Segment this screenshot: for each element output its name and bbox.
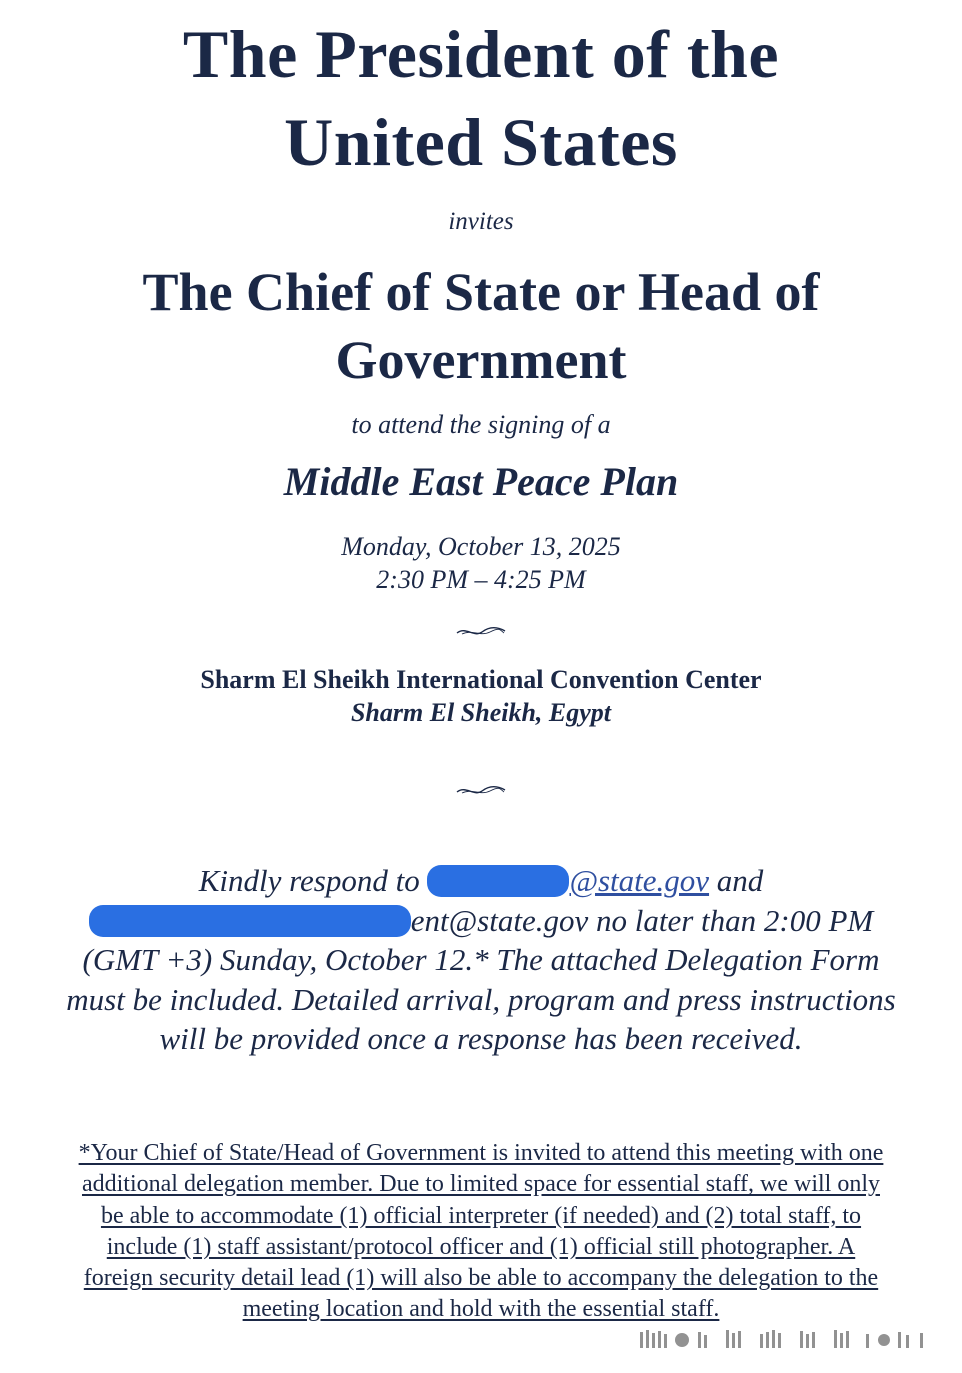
guest-title-line-2: Government — [335, 330, 627, 390]
venue-city: Sharm El Sheikh, Egypt — [350, 698, 612, 727]
rsvp-deadline: no later than 2:00 PM (GMT +3) Sunday, October 12.* The attached Delegation Form must be included. Detailed arrival, program and press instructions will be provided once a response has been received. — [66, 902, 896, 1056]
invites-text: invites — [448, 208, 514, 235]
venue-name: Sharm El Sheikh International Convention Center — [200, 665, 762, 694]
event-time: 2:30 PM – 4:25 PM — [376, 565, 586, 594]
event-datetime — [0, 530, 962, 596]
title-line-1: The President of the — [182, 16, 780, 92]
page-title — [0, 10, 962, 186]
rsvp-prefix: Kindly respond to — [198, 863, 428, 898]
guest-title-line-1: The Chief of State or Head of — [142, 262, 820, 322]
flourish-divider-icon — [454, 624, 508, 640]
watermark-mark — [640, 1328, 940, 1352]
event-date: Monday, October 13, 2025 — [341, 532, 621, 561]
guest-title — [0, 258, 962, 394]
rsvp-email-1-link[interactable]: @state.gov — [569, 863, 710, 898]
attend-text: to attend the signing of a — [351, 410, 611, 439]
footnote: *Your Chief of State/Head of Government is invited to attend this meeting with one additional delegation member. Due to limited space for essential staff, we will only be able to accommodate (1) official interpreter (if needed) and (2) total staff, to include (1) staff assistant/protocol officer and (1) official still photographer. A foreign security detail lead (1) will also be able to accompany the delegation to the meeting location and hold with the essential staff. — [78, 1140, 884, 1323]
rsvp-conjunction: and — [709, 863, 764, 898]
event-name: Middle East Peace Plan — [283, 459, 679, 504]
redaction-mark — [427, 865, 569, 897]
rsvp-paragraph — [60, 861, 902, 1059]
redaction-mark — [89, 905, 411, 937]
flourish-divider-icon — [454, 783, 508, 799]
venue — [0, 663, 962, 729]
title-line-2: United States — [284, 104, 678, 180]
rsvp-email-2: ent@state.gov — [410, 902, 589, 938]
